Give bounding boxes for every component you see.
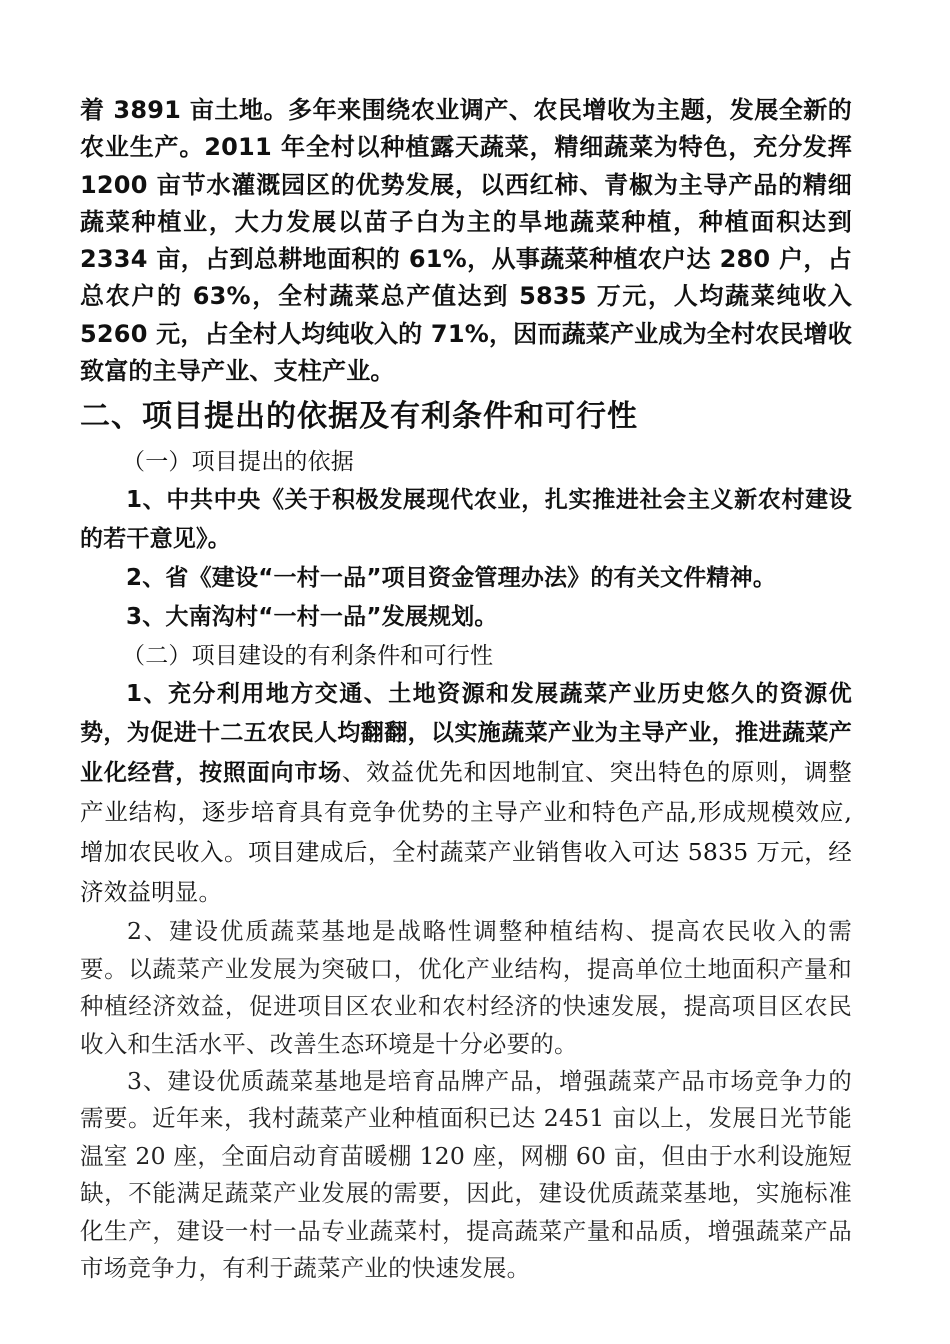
condition-paragraph-2: 2、建设优质蔬菜基地是战略性调整种植结构、提高农民收入的需要。以蔬菜产业发展为突破口，优化产业结构，提高单位土地面积产量和种植经济效益，促进项目区农业和农村经济的快速发展，提高项目区农民收入和生活水平、改善生态环境是十分必要的。 xyxy=(80,917,852,1058)
intro-paragraph: 着 3891 亩土地。多年来围绕农业调产、农民增收为主题，发展全新的农业生产。2011 年全村以种植露天蔬菜，精细蔬菜为特色，充分发挥 1200 亩节水灌溉园区的优势发展，以西红柿、青椒为主导产品的精细蔬菜种植业，大力发展以苗子白为主的旱地蔬菜种植，种植面积达到 2334 亩，占到总耕地面积的 61%，从事蔬菜种植农户达 280 户，占总农户的 63%，全村蔬菜总产值达到 5835 万元，人均蔬菜纯收入 5260 元，占全村人均纯收入的 71%，因而蔬菜产业成为全村农民增收致富的主导产业、支柱产业。 xyxy=(80,96,852,386)
subheading-conditions: （二）项目建设的有利条件和可行性 xyxy=(122,643,494,670)
condition-1-normal-text: 、效益优先和因地制宜、突出特色的原则，调整产业结构，逐步培育具有竞争优势的主导产业和特色产品,形成规模效应,增加农民收入。项目建成后，全村蔬菜产业销售收入可达 5835 万元，经济效益明显。 xyxy=(80,758,853,907)
section-heading-2: 二、项目提出的依据及有利条件和可行性 xyxy=(80,399,638,435)
basis-item-2: 2、省《建设“一村一品”项目资金管理办法》的有关文件精神。 xyxy=(126,565,777,592)
subheading-basis: （一）项目提出的依据 xyxy=(122,449,354,476)
condition-paragraph-3: 3、建设优质蔬菜基地是培育品牌产品，增强蔬菜产品市场竞争力的需要。近年来，我村蔬菜产业种植面积已达 2451 亩以上，发展日光节能温室 20 座，全面启动育苗暖棚 120 座，网棚 60 亩，但由于水利设施短缺，不能满足蔬菜产业发展的需要，因此，建设优质蔬菜基地，实施标准化生产，建设一村一品专业蔬菜村，提高蔬菜产量和品质，增强蔬菜产品市场竞争力，有利于蔬菜产业的快速发展。 xyxy=(80,1067,852,1283)
condition-1-bold-text: 1、充分利用地方交通、土地资源和发展蔬菜产业历史悠久的资源优势，为促进十二五农民人均翻翻，以实施蔬菜产业为主导产业，推进蔬菜产业化经营，按照面向市场 xyxy=(80,681,852,787)
condition-paragraph-1 xyxy=(80,675,852,913)
document-page xyxy=(80,92,852,1287)
basis-item-3: 3、大南沟村“一村一品”发展规划。 xyxy=(126,604,498,631)
basis-item-1: 1、中共中央《关于积极发展现代农业，扎实推进社会主义新农村建设的若干意见》。 xyxy=(80,487,852,553)
